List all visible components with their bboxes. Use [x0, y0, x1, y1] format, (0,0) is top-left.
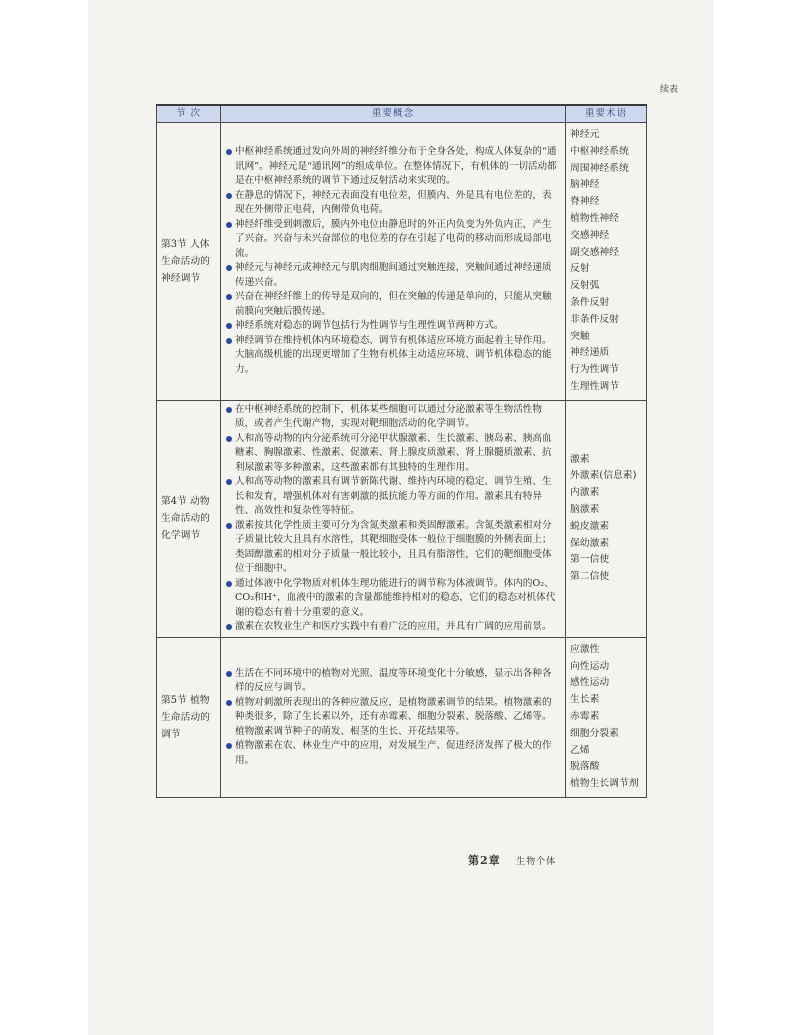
concepts-cell	[221, 637, 566, 797]
term: 脱落酸	[570, 761, 600, 773]
bullet-icon	[226, 700, 232, 706]
term: 第二信使	[570, 571, 610, 583]
concept-item: 人和高等动物的内分泌系统可分泌甲状腺激素、生长激素、胰岛素、胰高血糖素、胸腺激素、性激素、促激素、肾上腺皮质激素、肾上腺髓质激素、抗利尿激素等多种激素，这些激素都有其独特的生理作用。	[226, 432, 561, 476]
term: 植物生长调节剂	[570, 778, 639, 790]
term: 反射弧	[570, 280, 600, 292]
concept-item: 通过体液中化学物质对机体生理功能进行的调节称为体液调节。体内的O₂、CO₂和H⁺，血液中的激素的含量都能维持相对的稳态，它们的稳态对机体代谢的稳态有着十分重要的意义。	[226, 577, 561, 621]
term: 赤霉素	[570, 710, 600, 722]
bullet-icon	[226, 581, 232, 587]
term: 中枢神经系统	[570, 145, 629, 157]
table-header-row	[157, 105, 647, 123]
term: 生理性调节	[570, 380, 619, 392]
concept-item: 在静息的情况下，神经元表面没有电位差，但膜内、外是具有电位差的，表现在外侧带正电荷，内侧带负电荷。	[226, 189, 561, 218]
footer-chapter: 第2章	[468, 854, 501, 867]
term: 条件反射	[570, 296, 610, 308]
bullet-icon	[226, 222, 232, 228]
term: 激素	[570, 453, 590, 465]
terms-cell	[566, 400, 647, 637]
concept-item: 激素按其化学性质主要可分为含氮类激素和类固醇激素。含氮类激素相对分子质量比较大且具有水溶性，其靶细胞受体一般位于细胞膜的外侧表面上；类固醇激素的相对分子质量一般比较小，且具有脂溶性，它们的靶细胞受体位于细胞中。	[226, 519, 561, 577]
concept-item: 神经纤维受到刺激后，膜内外电位由静息时的外正内负变为外负内正，产生了兴奋。兴奋与未兴奋部位的电位差的存在引起了电荷的移动而形成局部电流。	[226, 218, 561, 262]
footer-title: 生物个体	[516, 857, 557, 867]
term: 脊神经	[570, 196, 600, 208]
bullet-icon	[226, 323, 232, 329]
term: 乙烯	[570, 744, 590, 756]
term: 非条件反射	[570, 313, 619, 325]
bullet-icon	[226, 193, 232, 199]
terms-cell	[566, 637, 647, 797]
bullet-icon	[226, 265, 232, 271]
term: 植物性神经	[570, 212, 619, 224]
concept-item: 神经调节在维持机体内环境稳态、调节有机体适应环境方面起着主导作用。大脑高级机能的出现更增加了生物有机体主动适应环境、调节机体稳态的能力。	[226, 334, 561, 378]
section-cell: 第4节 动物生命活动的化学调节	[157, 400, 221, 637]
term: 保幼激素	[570, 537, 610, 549]
term: 交感神经	[570, 229, 610, 241]
concept-item: 激素在农牧业生产和医疗实践中有着广泛的应用，并具有广阔的应用前景。	[226, 620, 561, 635]
bullet-icon	[226, 523, 232, 529]
table-row	[157, 123, 647, 401]
page-footer	[468, 852, 556, 868]
term: 细胞分裂素	[570, 727, 619, 739]
term: 感性运动	[570, 677, 610, 689]
header-section: 节 次	[157, 105, 221, 123]
bullet-icon	[226, 743, 232, 749]
concept-item: 人和高等动物的激素具有调节新陈代谢、维持内环境的稳定、调节生殖、生长和发育，增强机体对有害刺激的抵抗能力等方面的作用。激素具有特异性、高效性和复杂性等特征。	[226, 475, 561, 519]
concept-item: 中枢神经系统通过发向外周的神经纤维分布于全身各处，构成人体复杂的“通讯网”。神经元是“通讯网”的组成单位。在整体情况下，有机体的一切活动都是在中枢神经系统的调节下通过反射活动来实现的。	[226, 145, 561, 189]
term: 生长素	[570, 694, 600, 706]
bullet-icon	[226, 338, 232, 344]
section-cell: 第5节 植物生命活动的调节	[157, 637, 221, 797]
header-terms: 重要术语	[566, 105, 647, 123]
concept-item: 植物对刺激所表现出的各种应激反应，是植物激素调节的结果。植物激素的种类很多，除了生长素以外，还有赤霉素、细胞分裂素、脱落酸、乙烯等。植物激素调节种子的萌发、根茎的生长、开花结果等。	[226, 696, 561, 740]
table-row	[157, 400, 647, 637]
term: 应激性	[570, 643, 600, 655]
book-page	[88, 0, 714, 1035]
concept-item: 神经元与神经元或神经元与肌肉细胞间通过突触连接，突触间通过神经递质传递兴奋。	[226, 261, 561, 290]
concept-item: 生活在不同环境中的植物对光照、温度等环境变化十分敏感，显示出各种各样的反应与调节。	[226, 667, 561, 696]
continued-label: 续表	[660, 85, 679, 95]
term: 蜕皮激素	[570, 520, 610, 532]
concepts-cell	[221, 400, 566, 637]
bullet-icon	[226, 294, 232, 300]
concept-item: 神经系统对稳态的调节包括行为性调节与生理性调节两种方式。	[226, 319, 561, 334]
bullet-icon	[226, 479, 232, 485]
table-row	[157, 637, 647, 797]
section-cell: 第3节 人体生命活动的神经调节	[157, 123, 221, 401]
bullet-icon	[226, 671, 232, 677]
summary-table	[156, 104, 647, 798]
term: 内激素	[570, 487, 600, 499]
concept-item: 植物激素在农、林业生产中的应用，对发展生产、促进经济发挥了极大的作用。	[226, 739, 561, 768]
term: 副交感神经	[570, 246, 619, 258]
term: 神经元	[570, 129, 600, 140]
term: 反射	[570, 263, 590, 275]
bullet-icon	[226, 436, 232, 442]
concepts-cell	[221, 123, 566, 401]
term: 神经递质	[570, 347, 610, 359]
term: 周围神经系统	[570, 162, 629, 174]
terms-cell	[566, 123, 647, 401]
bullet-icon	[226, 407, 232, 413]
bullet-icon	[226, 624, 232, 630]
term: 突触	[570, 330, 590, 342]
term: 脑激素	[570, 503, 600, 515]
term: 第一信使	[570, 554, 610, 566]
concept-item: 兴奋在神经纤维上的传导是双向的，但在突触的传递是单向的，只能从突触前膜向突触后膜传递。	[226, 290, 561, 319]
term: 向性运动	[570, 660, 610, 672]
concept-item: 在中枢神经系统的控制下，机体某些细胞可以通过分泌激素等生物活性物质，或者产生代谢产物，实现对靶细胞活动的化学调节。	[226, 403, 561, 432]
term: 脑神经	[570, 179, 600, 191]
term: 外激素(信息素)	[570, 470, 637, 482]
header-concepts: 重要概念	[221, 105, 566, 123]
term: 行为性调节	[570, 364, 619, 376]
bullet-icon	[226, 149, 232, 155]
